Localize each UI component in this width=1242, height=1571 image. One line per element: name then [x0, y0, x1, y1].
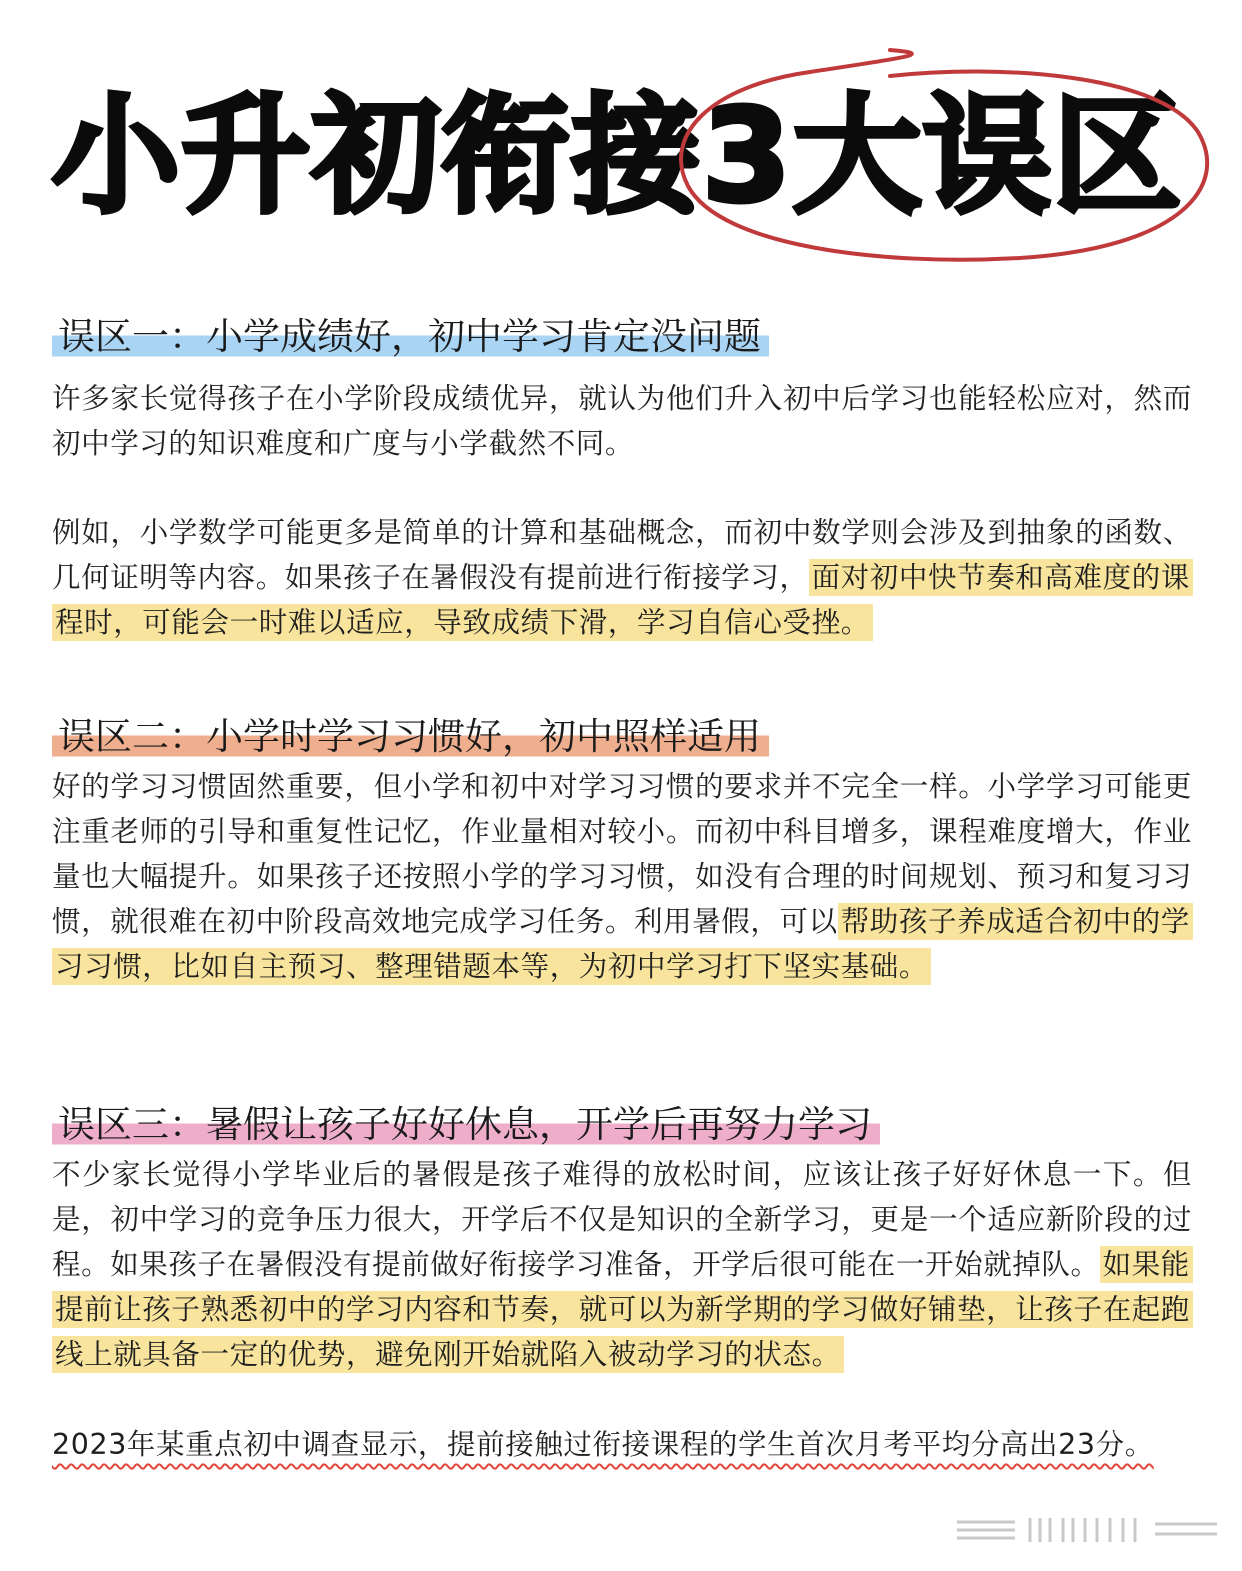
section1-paragraph-2: [52, 510, 1192, 645]
section1-heading: 误区一：小学成绩好，初中学习肯定没问题: [52, 312, 769, 362]
survey-note: [52, 1422, 1192, 1467]
section3-paragraph: [52, 1152, 1192, 1377]
section2-heading: 误区二：小学时学习习惯好，初中照样适用: [52, 712, 769, 762]
section1-paragraph-1: 许多家长觉得孩子在小学阶段成绩优异，就认为他们升入初中后学习也能轻松应对，然而初中学习的知识难度和广度与小学截然不同。: [52, 382, 1192, 460]
section2-highlight: 帮助孩子养成适合初中的学习习惯，比如自主预习、整理错题本等，为初中学习打下坚实基础。: [52, 903, 1193, 985]
section3-paragraph-text: 不少家长觉得小学毕业后的暑假是孩子难得的放松时间，应该让孩子好好休息一下。但是，初中学习的竞争压力很大，开学后不仅是知识的全新学习，更是一个适应新阶段的过程。如果孩子在暑假没有提前做好衔接学习准备，开学后很可能在一开始就掉队。: [52, 1158, 1192, 1281]
section1-highlight: 面对初中快节奏和高难度的课程时，可能会一时难以适应，导致成绩下滑，学习自信心受挫。: [52, 559, 1193, 641]
section3-heading: 误区三：暑假让孩子好好休息，开学后再努力学习: [52, 1100, 880, 1150]
survey-note-text: 2023年某重点初中调查显示，提前接触过衔接课程的学生首次月考平均分高出23分。: [52, 1428, 1154, 1461]
section1-paragraph-2-text: 例如，小学数学可能更多是简单的计算和基础概念，而初中数学则会涉及到抽象的函数、几何证明等内容。如果孩子在暑假没有提前进行衔接学习，: [52, 516, 1192, 594]
watermark-barcode-icon: [955, 1512, 1220, 1548]
title-circled: 3大误区: [702, 82, 1184, 231]
page-title: [52, 72, 1183, 242]
section2-paragraph: [52, 764, 1192, 989]
section3-highlight: 如果能提前让孩子熟悉初中的学习内容和节奏，就可以为新学期的学习做好铺垫，让孩子在起跑线上就具备一定的优势，避免刚开始就陷入被动学习的状态。: [52, 1246, 1193, 1373]
title-main: 小升初衔接: [52, 82, 703, 231]
section2-paragraph-text: 好的学习习惯固然重要，但小学和初中对学习习惯的要求并不完全一样。小学学习可能更注重老师的引导和重复性记忆，作业量相对较小。而初中科目增多，课程难度增大，作业量也大幅提升。如果孩子还按照小学的学习习惯，如没有合理的时间规划、预习和复习习惯，就很难在初中阶段高效地完成学习任务。利用暑假，可以: [52, 770, 1192, 938]
